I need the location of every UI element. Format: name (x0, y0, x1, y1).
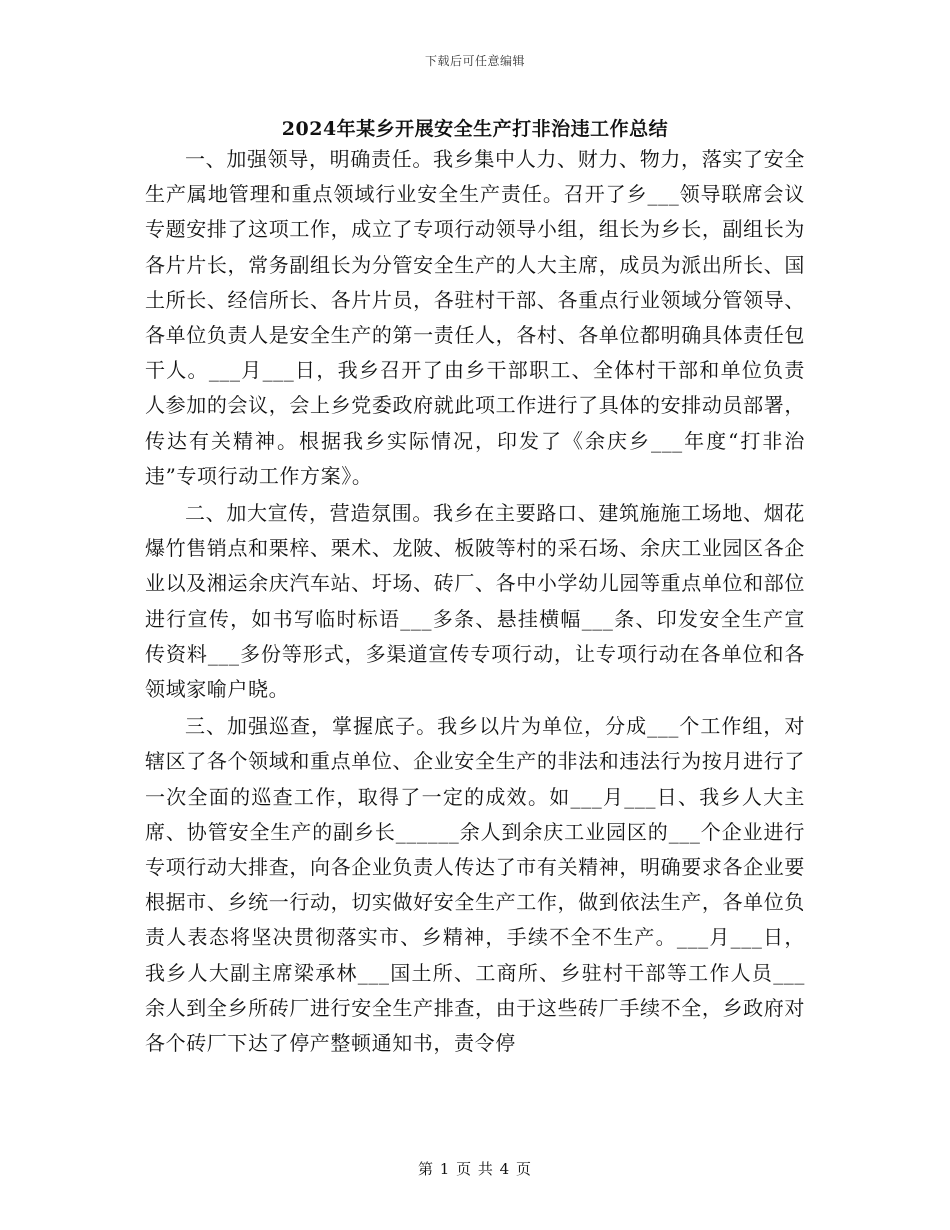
document-body (145, 142, 805, 1061)
paragraph-1: 一、加强领导，明确责任。我乡集中人力、财力、物力，落实了安全生产属地管理和重点领域行业安全生产责任。召开了乡___领导联席会议专题安排了这项工作，成立了专项行动领导小组，组长为乡长，副组长为各片片长，常务副组长为分管安全生产的人大主席，成员为派出所长、国土所长、经信所长、各片片员，各驻村干部、各重点行业领域分管领导、各单位负责人是安全生产的第一责任人，各村、各单位都明确具体责任包干人。___月___日，我乡召开了由乡干部职工、全体村干部和单位负责人参加的会议，会上乡党委政府就此项工作进行了具体的安排动员部署，传达有关精神。根据我乡实际情况，印发了《余庆乡___年度“打非治违”专项行动工作方案》。 (145, 147, 805, 488)
page-number-footer: 第 1 页 共 4 页 (418, 1160, 532, 1178)
paragraph-3: 三、加强巡查，掌握底子。我乡以片为单位，分成___个工作组，对辖区了各个领域和重点单位、企业安全生产的非法和违法行为按月进行了一次全面的巡查工作，取得了一定的成效。如___月___日、我乡人大主席、协管安全生产的副乡长______余人到余庆工业园区的___个企业进行专项行动大排查，向各企业负责人传达了市有关精神，明确要求各企业要根据市、乡统一行动，切实做好安全生产工作，做到依法生产，各单位负责人表态将坚决贯彻落实市、乡精神，手续不全不生产。___月___日，我乡人大副主席梁承林___国土所、工商所、乡驻村干部等工作人员___余人到全乡所砖厂进行安全生产排查，由于这些砖厂手续不全，乡政府对各个砖厂下达了停产整顿通知书，责令停 (145, 714, 805, 1056)
document-title: 2024年某乡开展安全生产打非治违工作总结 (281, 118, 669, 140)
paragraph-2: 二、加大宣传，营造氛围。我乡在主要路口、建筑施施工场地、烟花爆竹售销点和栗梓、栗术、龙陂、板陂等村的采石场、余庆工业园区各企业以及湘运余庆汽车站、圩场、砖厂、各中小学幼儿园等重点单位和部位进行宣传，如书写临时标语___多条、悬挂横幅___条、印发安全生产宣传资料___多份等形式，多渠道宣传专项行动，让专项行动在各单位和各领域家喻户晓。 (145, 501, 805, 702)
page-header-note: 下载后可任意编辑 (424, 54, 525, 68)
